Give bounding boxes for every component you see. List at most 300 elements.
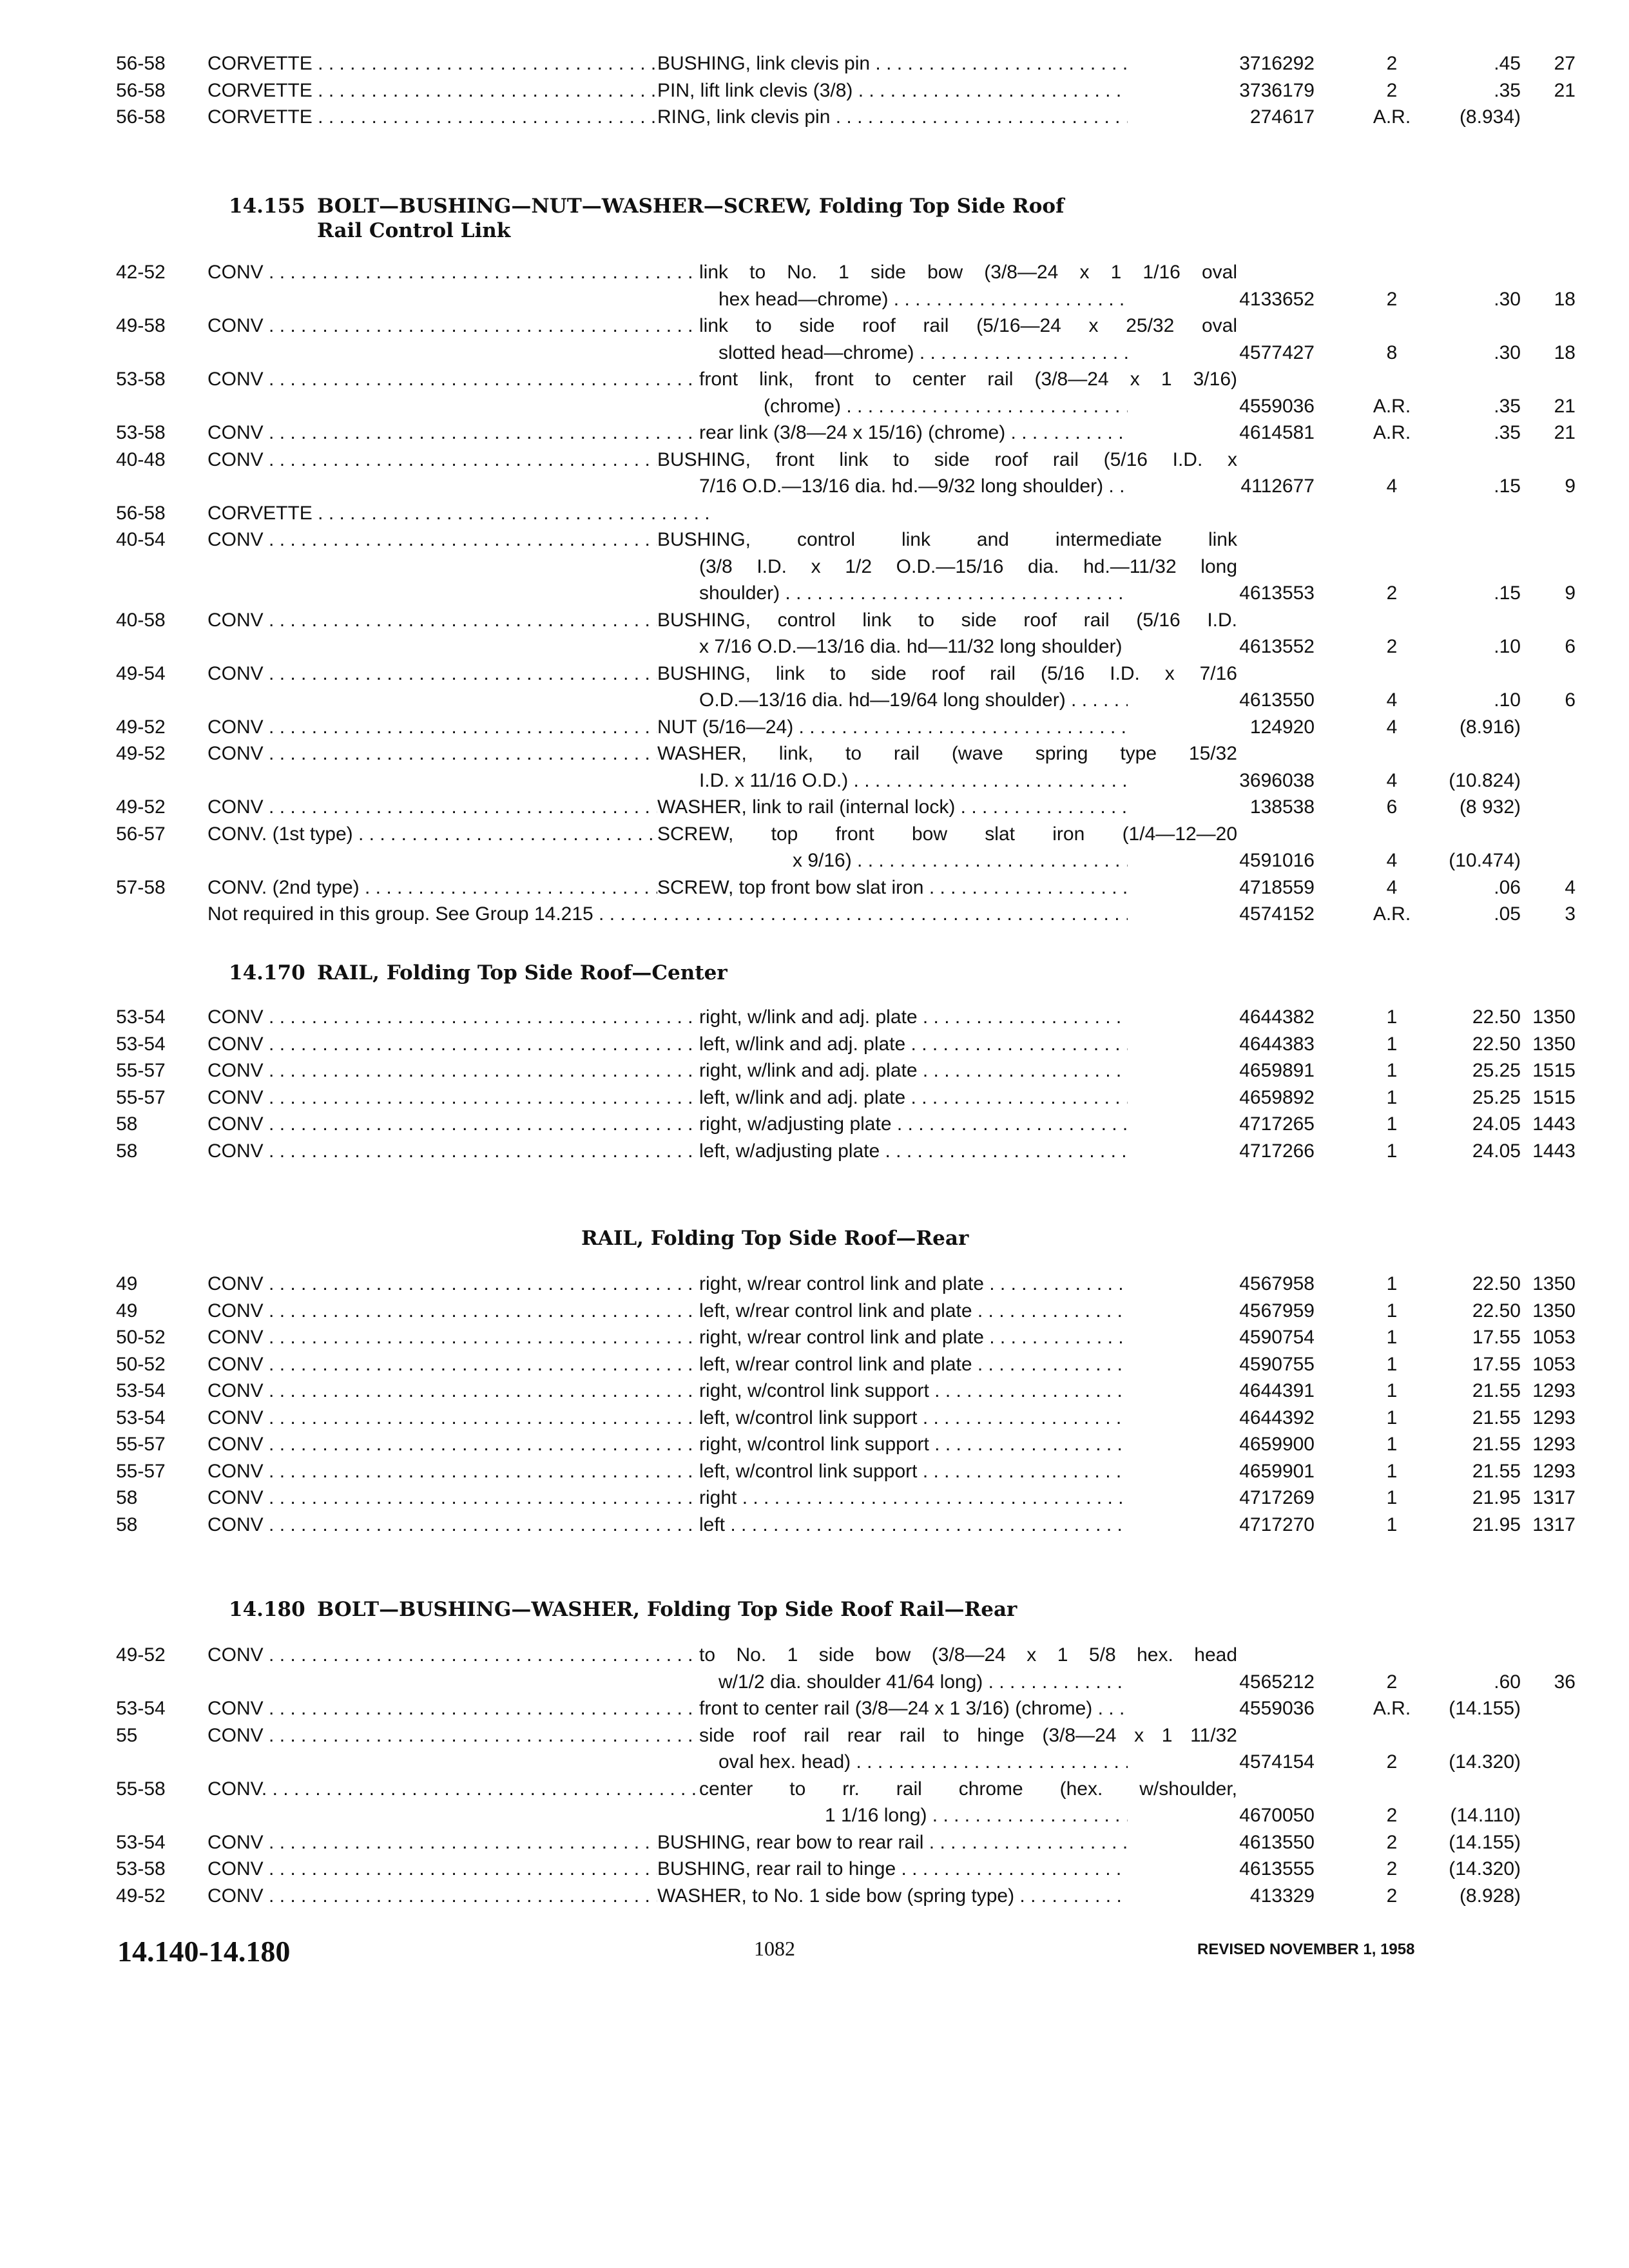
- section-title: BOLT—BUSHING—NUT—WASHER—SCREW, Folding Top Side Roof: [317, 195, 1065, 218]
- quantity-cell: 1: [1386, 1460, 1398, 1482]
- quantity-cell: 1: [1386, 1407, 1398, 1428]
- row-line: [116, 1004, 1576, 1031]
- weight-cell: 1053: [1532, 1327, 1576, 1348]
- model-text: CONV: [207, 1060, 264, 1081]
- part-number-cell: 4717269: [1128, 1485, 1315, 1512]
- table-row: [116, 1695, 1521, 1722]
- price-cell: 21.55: [1472, 1460, 1521, 1482]
- table-row: [116, 1829, 1521, 1856]
- model-cell: [207, 104, 717, 131]
- row-line: [116, 1405, 1576, 1432]
- weight-cell: 18: [1554, 288, 1576, 310]
- price-cell: .10: [1494, 689, 1521, 711]
- model-cell: [207, 1695, 717, 1722]
- row-line: [116, 740, 1476, 767]
- row-line: [116, 340, 1576, 367]
- model-text: CONV: [207, 1300, 264, 1321]
- years-cell: 58: [116, 1487, 138, 1508]
- weight-cell: 1350: [1532, 1273, 1576, 1294]
- parts-row: [116, 50, 1576, 77]
- price-cell: 17.55: [1472, 1327, 1521, 1348]
- weight-cell: 1443: [1532, 1113, 1576, 1135]
- description-cell: [657, 740, 1237, 767]
- model-cell: [207, 714, 717, 741]
- row-line: [116, 847, 1521, 874]
- part-number-cell: 4644392: [1128, 1405, 1315, 1432]
- model-cell: [207, 1642, 717, 1669]
- section-number: 14.170: [229, 961, 305, 985]
- table-row: [116, 821, 1521, 874]
- model-text: CONV. (1st type): [207, 823, 353, 845]
- row-line: [116, 1642, 1476, 1669]
- part-number-cell: 4133652: [1128, 286, 1315, 313]
- table-row: [116, 1378, 1576, 1405]
- model-cell: [207, 821, 717, 848]
- quantity-cell: 2: [1386, 288, 1398, 310]
- description-cell: [699, 1642, 1237, 1669]
- model-text: CONV: [207, 1006, 264, 1028]
- quantity-cell: 1: [1386, 1487, 1398, 1508]
- row-line: [116, 1749, 1521, 1776]
- model-cell: [207, 1271, 717, 1298]
- weight-cell: 9: [1565, 582, 1576, 604]
- price-cell: 21.95: [1472, 1487, 1521, 1508]
- table-row: [116, 1485, 1576, 1512]
- weight-cell: 1443: [1532, 1140, 1576, 1162]
- quantity-cell: 1: [1386, 1434, 1398, 1455]
- years-cell: 49: [116, 1273, 138, 1294]
- part-number-cell: 4717265: [1128, 1111, 1315, 1138]
- quantity-cell: A.R.: [1373, 422, 1411, 443]
- model-text: CONV: [207, 422, 264, 443]
- table-row: [116, 1722, 1521, 1776]
- model-cell: [207, 1776, 717, 1803]
- table-row: [116, 714, 1521, 741]
- description-text: BUSHING, link to side roof rail (5/16 I.D. x 7/16: [657, 662, 1237, 684]
- model-text: CONV: [207, 1273, 264, 1294]
- price-cell: 21.95: [1472, 1514, 1521, 1535]
- part-number-cell: 4613552: [1128, 633, 1315, 660]
- table-row: [116, 312, 1576, 366]
- model-cell: [207, 366, 717, 393]
- table-row: [116, 1057, 1576, 1084]
- model-text: CONV: [207, 1514, 264, 1535]
- model-text: CONV: [207, 1407, 264, 1428]
- years-cell: 55-57: [116, 1434, 166, 1455]
- model-text: CONV: [207, 662, 264, 684]
- row-line: [116, 1458, 1576, 1485]
- row-line: [116, 901, 1576, 928]
- price-cell: (8.928): [1459, 1885, 1521, 1907]
- quantity-cell: 1: [1386, 1006, 1398, 1028]
- row-line: [116, 874, 1576, 901]
- price-cell: (10.824): [1449, 769, 1521, 791]
- weight-cell: 27: [1554, 53, 1576, 74]
- part-number-cell: 4559036: [1128, 1695, 1315, 1722]
- years-cell: 56-58: [116, 53, 166, 74]
- model-text: Not required in this group. See Group 14.215: [207, 903, 593, 925]
- price-cell: (8 932): [1459, 796, 1521, 818]
- model-cell: [207, 1138, 717, 1165]
- model-cell: [207, 500, 717, 527]
- description-text: 7/16 O.D.—13/16 dia. hd.—9/32 long shoulder): [699, 476, 1104, 497]
- part-number-cell: 4659900: [1128, 1431, 1315, 1458]
- years-cell: 53-54: [116, 1831, 166, 1853]
- weight-cell: 1350: [1532, 1006, 1576, 1028]
- quantity-cell: 1: [1386, 1060, 1398, 1081]
- part-number-cell: 4567958: [1128, 1271, 1315, 1298]
- model-text: CONV: [207, 1698, 264, 1719]
- model-cell: [207, 1512, 717, 1539]
- part-number-cell: 4577427: [1128, 340, 1315, 367]
- model-text: CONV: [207, 743, 264, 764]
- quantity-cell: 1: [1386, 1113, 1398, 1135]
- model-text: CONV. (2nd type): [207, 876, 360, 898]
- part-number-cell: 4565212: [1128, 1669, 1315, 1696]
- table-row: [116, 366, 1576, 419]
- description-text: left, w/link and adj. plate: [699, 1086, 906, 1108]
- quantity-cell: 1: [1386, 1353, 1398, 1375]
- part-number-cell: 274617: [1128, 104, 1315, 131]
- price-cell: 21.55: [1472, 1407, 1521, 1428]
- description-text: side roof rail rear rail to hinge (3/8—24 x 1 11/32: [699, 1724, 1237, 1746]
- table-row: [116, 1298, 1576, 1325]
- description-text: (3/8 I.D. x 1/2 O.D.—15/16 dia. hd.—11/32 long: [699, 555, 1237, 577]
- table-row: [116, 1431, 1576, 1458]
- years-cell: 40-54: [116, 529, 166, 550]
- description-cell: [657, 526, 1237, 553]
- quantity-cell: 2: [1386, 636, 1398, 657]
- row-line: [116, 1883, 1521, 1910]
- price-cell: .35: [1494, 395, 1521, 417]
- description-cell: [699, 553, 1237, 581]
- row-line: [116, 1776, 1476, 1803]
- row-line: [116, 580, 1576, 607]
- price-cell: (14.155): [1449, 1698, 1521, 1719]
- years-cell: 53-54: [116, 1698, 166, 1719]
- model-cell: [207, 1084, 717, 1111]
- row-line: [116, 1351, 1576, 1378]
- description-text: right, w/rear control link and plate: [699, 1273, 984, 1294]
- model-cell: [207, 1722, 717, 1749]
- model-cell: [207, 1351, 717, 1378]
- quantity-cell: 1: [1386, 1086, 1398, 1108]
- part-number-cell: 4590754: [1128, 1324, 1315, 1351]
- quantity-cell: 8: [1386, 341, 1398, 363]
- model-text: CONV: [207, 1086, 264, 1108]
- description-text: left, w/control link support: [699, 1407, 918, 1428]
- table-row: [116, 1111, 1576, 1138]
- description-text: hex head—chrome): [718, 288, 889, 310]
- model-cell: [207, 526, 717, 553]
- description-text: SCREW, top front bow slat iron: [657, 876, 924, 898]
- part-number-cell: 4644383: [1128, 1031, 1315, 1058]
- model-text: CORVETTE: [207, 502, 313, 524]
- description-text: WASHER, to No. 1 side bow (spring type): [657, 1885, 1015, 1907]
- row-line: [116, 1512, 1576, 1539]
- table-row: [116, 1271, 1576, 1298]
- model-text: CONV: [207, 1644, 264, 1666]
- quantity-cell: 1: [1386, 1033, 1398, 1055]
- years-cell: 49: [116, 1300, 138, 1321]
- row-line: [116, 366, 1476, 393]
- price-cell: .60: [1494, 1671, 1521, 1693]
- years-cell: 40-48: [116, 448, 166, 470]
- weight-cell: 21: [1554, 79, 1576, 101]
- description-text: left, w/link and adj. plate: [699, 1033, 906, 1055]
- part-number-cell: 4574154: [1128, 1749, 1315, 1776]
- quantity-cell: 1: [1386, 1300, 1398, 1321]
- model-cell: [207, 1031, 717, 1058]
- description-text: right, w/link and adj. plate: [699, 1006, 918, 1028]
- description-text: right, w/control link support: [699, 1380, 929, 1401]
- description-cell: [699, 366, 1237, 393]
- model-cell: [207, 419, 717, 447]
- description-text: right, w/control link support: [699, 1434, 929, 1455]
- section-title-line2: Rail Control Link: [317, 219, 511, 242]
- years-cell: 49-58: [116, 315, 166, 336]
- years-cell: 53-58: [116, 422, 166, 443]
- description-text: right: [699, 1487, 737, 1508]
- years-cell: 56-58: [116, 106, 166, 128]
- quantity-cell: 2: [1386, 1805, 1398, 1826]
- description-text: center to rr. rail chrome (hex. w/shoulder,: [699, 1778, 1237, 1800]
- description-text: BUSHING, rear bow to rear rail: [657, 1831, 924, 1853]
- description-text: slotted head—chrome): [718, 341, 914, 363]
- years-cell: 49-52: [116, 796, 166, 818]
- model-cell: [207, 740, 717, 767]
- description-cell: [699, 1776, 1237, 1803]
- description-text: BUSHING, front link to side roof rail (5/16 I.D. x: [657, 448, 1237, 470]
- quantity-cell: 2: [1386, 53, 1398, 74]
- quantity-cell: 1: [1386, 1140, 1398, 1162]
- row-line: [116, 1669, 1576, 1696]
- description-text: 1 1/16 long): [825, 1805, 927, 1826]
- part-number-cell: 4613550: [1128, 687, 1315, 714]
- part-number-cell: 4718559: [1128, 874, 1315, 901]
- description-text: rear link (3/8—24 x 15/16) (chrome): [699, 422, 1006, 443]
- model-cell: [207, 794, 717, 821]
- quantity-cell: 2: [1386, 1831, 1398, 1853]
- table-row: [116, 1324, 1576, 1351]
- quantity-cell: 4: [1386, 850, 1398, 871]
- description-text: to No. 1 side bow (3/8—24 x 1 5/8 hex. head: [699, 1644, 1237, 1666]
- years-cell: 49-54: [116, 662, 166, 684]
- parts-row: [116, 104, 1521, 131]
- years-cell: 49-52: [116, 1644, 166, 1666]
- description-text: link to No. 1 side bow (3/8—24 x 1 1/16 oval: [699, 262, 1237, 283]
- row-line: [116, 1057, 1576, 1084]
- part-number-cell: 4670050: [1128, 1802, 1315, 1829]
- row-line: [116, 1485, 1576, 1512]
- price-cell: 24.05: [1472, 1140, 1521, 1162]
- row-line: [116, 1031, 1576, 1058]
- description-text: RING, link clevis pin: [657, 106, 831, 128]
- weight-cell: 21: [1554, 395, 1576, 417]
- years-cell: 50-52: [116, 1353, 166, 1375]
- price-cell: (14.320): [1449, 1751, 1521, 1773]
- weight-cell: 3: [1565, 903, 1576, 925]
- model-text: CONV: [207, 1434, 264, 1455]
- part-number-cell: 4591016: [1128, 847, 1315, 874]
- years-cell: 55-57: [116, 1460, 166, 1482]
- model-text: CONV: [207, 1140, 264, 1162]
- row-line: [116, 607, 1476, 634]
- quantity-cell: 1: [1386, 1327, 1398, 1348]
- weight-cell: 1293: [1532, 1460, 1576, 1482]
- weight-cell: 1053: [1532, 1353, 1576, 1375]
- description-text: I.D. x 11/16 O.D.): [699, 769, 849, 791]
- table-row: [116, 1138, 1576, 1165]
- row-line: [116, 767, 1521, 794]
- model-cell: [207, 1378, 717, 1405]
- row-line: [116, 1271, 1576, 1298]
- part-number-cell: 138538: [1128, 794, 1315, 821]
- weight-cell: 1350: [1532, 1300, 1576, 1321]
- model-text: CONV: [207, 1353, 264, 1375]
- years-cell: 56-57: [116, 823, 166, 845]
- years-cell: 58: [116, 1514, 138, 1535]
- model-cell: [207, 447, 717, 474]
- row-line: [116, 1856, 1521, 1883]
- part-number-cell: 4717266: [1128, 1138, 1315, 1165]
- model-text: CONV: [207, 1831, 264, 1853]
- price-cell: .10: [1494, 636, 1521, 657]
- weight-cell: 36: [1554, 1671, 1576, 1693]
- description-text: right, w/rear control link and plate: [699, 1327, 984, 1348]
- quantity-cell: 2: [1386, 582, 1398, 604]
- model-cell: [207, 901, 1213, 928]
- weight-cell: 6: [1565, 636, 1576, 657]
- part-number-cell: 4559036: [1128, 393, 1315, 420]
- quantity-cell: A.R.: [1373, 903, 1411, 925]
- quantity-cell: 2: [1386, 1751, 1398, 1773]
- section-title: RAIL, Folding Top Side Roof—Rear: [581, 1227, 969, 1250]
- model-text: CONV: [207, 1724, 264, 1746]
- part-number-cell: 413329: [1128, 1883, 1315, 1910]
- model-text: CONV: [207, 448, 264, 470]
- row-line: [116, 1802, 1521, 1829]
- price-cell: 24.05: [1472, 1113, 1521, 1135]
- row-line: [116, 259, 1476, 286]
- price-cell: .30: [1494, 288, 1521, 310]
- model-text: CONV: [207, 262, 264, 283]
- weight-cell: 1350: [1532, 1033, 1576, 1055]
- part-number-cell: 4614581: [1128, 419, 1315, 447]
- description-text: left: [699, 1514, 726, 1535]
- description-text: O.D.—13/16 dia. hd—19/64 long shoulder): [699, 689, 1066, 711]
- row-line: [116, 1829, 1521, 1856]
- weight-cell: 4: [1565, 876, 1576, 898]
- description-text: front link, front to center rail (3/8—24 x 1 3/16): [699, 369, 1237, 390]
- description-text: WASHER, link, to rail (wave spring type 15/32: [657, 743, 1237, 764]
- price-cell: (8.934): [1459, 106, 1521, 128]
- table-row: [116, 1856, 1521, 1883]
- years-cell: 53-54: [116, 1006, 166, 1028]
- model-cell: [207, 1485, 717, 1512]
- price-cell: .30: [1494, 341, 1521, 363]
- description-text: BUSHING, control link and intermediate link: [657, 529, 1237, 550]
- model-text: CONV: [207, 1033, 264, 1055]
- table-row: [116, 1642, 1576, 1695]
- table-row: [116, 1512, 1576, 1539]
- table-row: [116, 794, 1521, 821]
- row-line: [116, 1722, 1476, 1749]
- years-cell: 56-58: [116, 502, 166, 524]
- model-text: CORVETTE: [207, 106, 313, 128]
- part-number-cell: 3736179: [1128, 77, 1315, 104]
- years-cell: 55-57: [116, 1086, 166, 1108]
- description-text: (chrome): [764, 395, 842, 417]
- years-cell: 40-58: [116, 609, 166, 631]
- price-cell: 22.50: [1472, 1273, 1521, 1294]
- model-text: CONV: [207, 1380, 264, 1401]
- price-cell: 21.55: [1472, 1380, 1521, 1401]
- parts-row: [116, 77, 1576, 104]
- model-cell: [207, 1829, 717, 1856]
- model-text: CONV: [207, 1487, 264, 1508]
- footer-revised: REVISED NOVEMBER 1, 1958: [1197, 1941, 1415, 1958]
- price-cell: .05: [1494, 903, 1521, 925]
- model-text: CONV: [207, 1113, 264, 1135]
- row-line: [116, 1324, 1576, 1351]
- row-line: [116, 1111, 1576, 1138]
- part-number-cell: 4613553: [1128, 580, 1315, 607]
- row-line: [116, 526, 1476, 553]
- row-line: [116, 286, 1576, 313]
- description-text: front to center rail (3/8—24 x 1 3/16) (chrome): [699, 1698, 1093, 1719]
- description-text: oval hex. head): [718, 1751, 851, 1773]
- table-row: [116, 419, 1576, 447]
- table-row: [116, 901, 1576, 928]
- row-line: [116, 419, 1576, 447]
- description-text: w/1/2 dia. shoulder 41/64 long): [718, 1671, 983, 1693]
- model-text: CONV: [207, 369, 264, 390]
- part-number-cell: 3696038: [1128, 767, 1315, 794]
- model-text: CONV: [207, 1327, 264, 1348]
- quantity-cell: 4: [1386, 876, 1398, 898]
- row-line: [116, 553, 1476, 581]
- years-cell: 57-58: [116, 876, 166, 898]
- table-row: [116, 1031, 1576, 1058]
- description-text: BUSHING, link clevis pin: [657, 53, 871, 74]
- row-line: [116, 500, 1476, 527]
- description-text: BUSHING, control link to side roof rail (5/16 I.D.: [657, 609, 1237, 631]
- model-text: CORVETTE: [207, 53, 313, 74]
- weight-cell: 1293: [1532, 1434, 1576, 1455]
- model-cell: [207, 77, 717, 104]
- quantity-cell: 2: [1386, 1885, 1398, 1907]
- quantity-cell: 4: [1386, 769, 1398, 791]
- row-line: [116, 473, 1576, 500]
- weight-cell: 1515: [1532, 1086, 1576, 1108]
- description-text: left, w/rear control link and plate: [699, 1353, 972, 1375]
- part-number-cell: 4613555: [1128, 1856, 1315, 1883]
- price-cell: .35: [1494, 422, 1521, 443]
- years-cell: 55: [116, 1724, 138, 1746]
- model-text: CONV: [207, 609, 264, 631]
- description-cell: [699, 259, 1237, 286]
- part-number-cell: 4659901: [1128, 1458, 1315, 1485]
- quantity-cell: A.R.: [1373, 1698, 1411, 1719]
- table-row: [116, 259, 1576, 312]
- row-line: [116, 660, 1476, 687]
- row-line: [116, 447, 1476, 474]
- quantity-cell: A.R.: [1373, 395, 1411, 417]
- price-cell: .35: [1494, 79, 1521, 101]
- table-row: [116, 740, 1521, 794]
- model-cell: [207, 874, 717, 901]
